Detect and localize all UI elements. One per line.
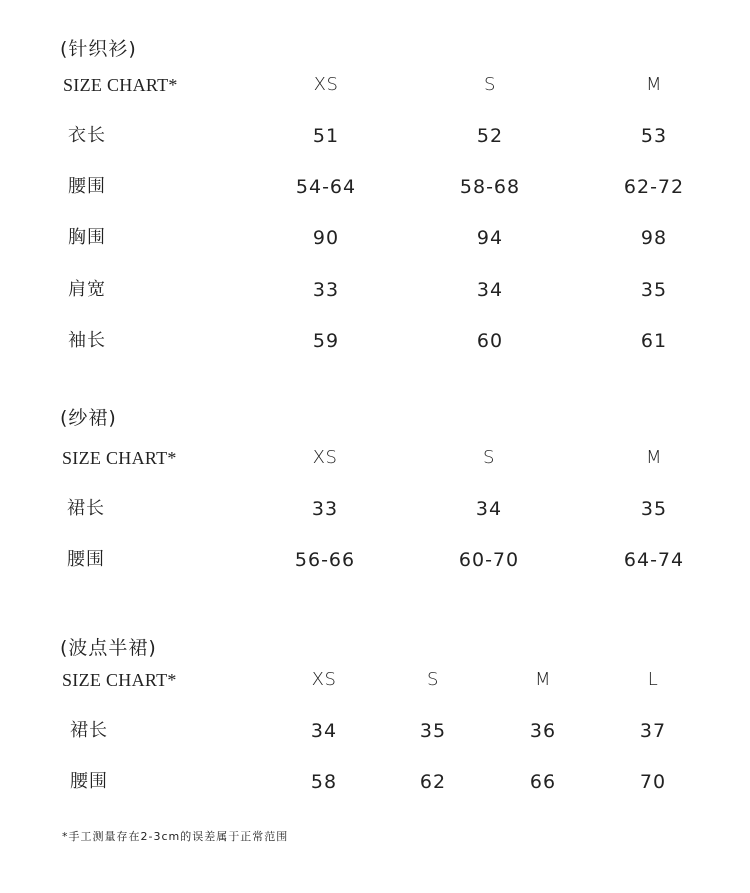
size-header-cell: XS bbox=[312, 447, 338, 468]
table-cell: 35 bbox=[640, 498, 668, 520]
table-cell: 98 bbox=[640, 227, 668, 249]
table-cell: 61 bbox=[640, 330, 668, 352]
table-row bbox=[0, 717, 750, 745]
table-cell: 33 bbox=[312, 279, 340, 301]
table-cell: 64-74 bbox=[623, 549, 685, 571]
table-cell: 58 bbox=[310, 771, 338, 793]
table-cell: 54-64 bbox=[295, 176, 357, 198]
size-header-cell: S bbox=[484, 74, 496, 95]
table-cell: 62 bbox=[419, 771, 447, 793]
table-cell: 62-72 bbox=[623, 176, 685, 198]
table-cell: 35 bbox=[419, 720, 447, 742]
measurement-footnote: *手工测量存在2-3cm的误差属于正常范围 bbox=[62, 830, 289, 843]
size-header-row bbox=[0, 71, 750, 99]
row-label: 袖长 bbox=[68, 330, 106, 351]
table-row bbox=[0, 495, 750, 523]
row-label: 腰围 bbox=[67, 549, 105, 570]
table-row bbox=[0, 173, 750, 201]
size-header-cell: S bbox=[483, 447, 495, 468]
table-cell: 35 bbox=[640, 279, 668, 301]
table-cell: 70 bbox=[639, 771, 667, 793]
size-header-cell: M bbox=[645, 74, 663, 95]
size-chart-label: SIZE CHART* bbox=[62, 448, 177, 468]
table-cell: 90 bbox=[312, 227, 340, 249]
table-row bbox=[0, 768, 750, 796]
size-header-cell: XS bbox=[313, 74, 339, 95]
table-cell: 53 bbox=[640, 125, 668, 147]
row-label: 衣长 bbox=[68, 125, 106, 146]
row-label: 裙长 bbox=[70, 720, 108, 741]
size-header-cell: XS bbox=[311, 669, 337, 690]
row-label: 腰围 bbox=[70, 771, 108, 792]
table-cell: 60 bbox=[476, 330, 504, 352]
size-header-cell: S bbox=[427, 669, 439, 690]
size-chart-label: SIZE CHART* bbox=[62, 670, 177, 690]
table-cell: 36 bbox=[529, 720, 557, 742]
table-row bbox=[0, 546, 750, 574]
table-cell: 33 bbox=[311, 498, 339, 520]
size-chart-label: SIZE CHART* bbox=[63, 75, 178, 95]
table-row bbox=[0, 224, 750, 252]
table-row bbox=[0, 327, 750, 355]
row-label: 肩宽 bbox=[68, 279, 106, 300]
table-cell: 60-70 bbox=[458, 549, 520, 571]
table-row bbox=[0, 276, 750, 304]
section-title: (针织衫) bbox=[60, 38, 137, 60]
table-cell: 34 bbox=[310, 720, 338, 742]
table-cell: 37 bbox=[639, 720, 667, 742]
table-cell: 56-66 bbox=[294, 549, 356, 571]
row-label: 腰围 bbox=[68, 176, 106, 197]
table-cell: 34 bbox=[475, 498, 503, 520]
size-header-cell: L bbox=[647, 669, 659, 690]
table-row bbox=[0, 122, 750, 150]
table-cell: 59 bbox=[312, 330, 340, 352]
table-cell: 58-68 bbox=[459, 176, 521, 198]
section-title: (波点半裙) bbox=[60, 637, 157, 659]
table-cell: 34 bbox=[476, 279, 504, 301]
size-header-cell: M bbox=[645, 447, 663, 468]
table-cell: 51 bbox=[312, 125, 340, 147]
size-header-row bbox=[0, 666, 750, 694]
size-header-cell: M bbox=[534, 669, 552, 690]
table-cell: 94 bbox=[476, 227, 504, 249]
row-label: 胸围 bbox=[68, 227, 106, 248]
table-cell: 66 bbox=[529, 771, 557, 793]
table-cell: 52 bbox=[476, 125, 504, 147]
row-label: 裙长 bbox=[67, 498, 105, 519]
size-header-row bbox=[0, 444, 750, 472]
section-title: (纱裙) bbox=[60, 407, 117, 429]
